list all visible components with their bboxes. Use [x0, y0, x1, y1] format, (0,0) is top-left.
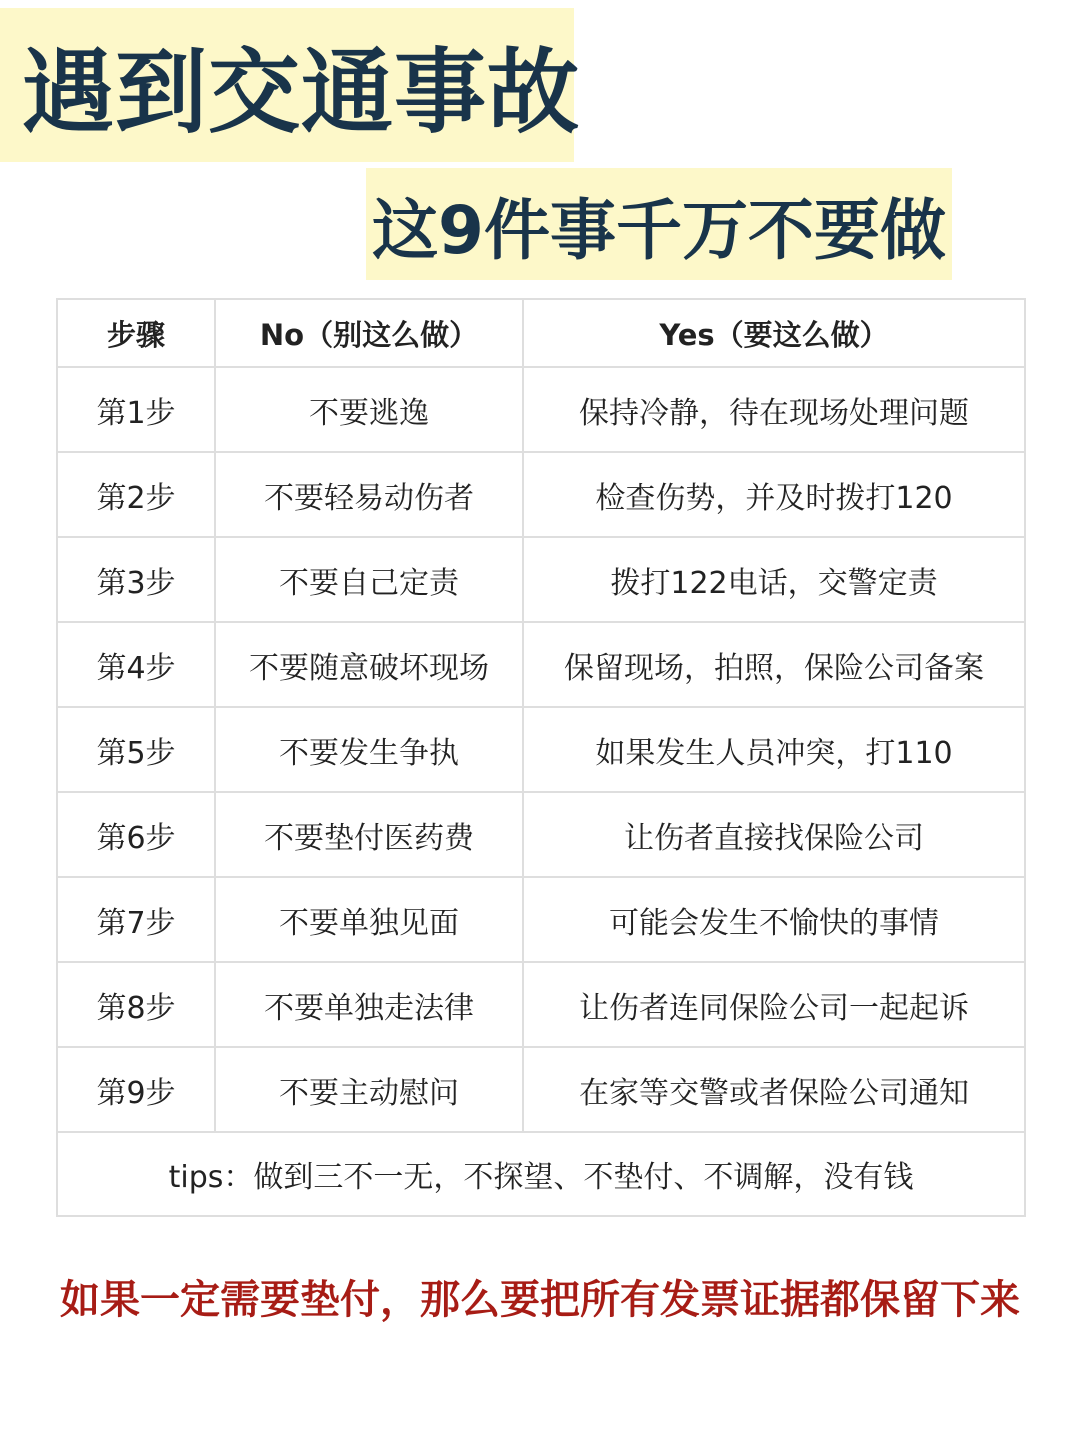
yes-cell: 拨打122电话，交警定责 [523, 537, 1025, 622]
no-cell: 不要随意破坏现场 [215, 622, 523, 707]
no-cell: 不要垫付医药费 [215, 792, 523, 877]
no-cell: 不要轻易动伤者 [215, 452, 523, 537]
step-cell: 第4步 [57, 622, 215, 707]
yes-cell: 在家等交警或者保险公司通知 [523, 1047, 1025, 1132]
table-row [57, 792, 1025, 877]
step-cell: 第3步 [57, 537, 215, 622]
step-cell: 第2步 [57, 452, 215, 537]
table-header-row [57, 299, 1025, 367]
table-row [57, 367, 1025, 452]
step-cell: 第7步 [57, 877, 215, 962]
step-cell: 第8步 [57, 962, 215, 1047]
yes-cell: 保留现场，拍照，保险公司备案 [523, 622, 1025, 707]
no-cell: 不要自己定责 [215, 537, 523, 622]
no-cell: 不要主动慰问 [215, 1047, 523, 1132]
table-row [57, 707, 1025, 792]
no-cell: 不要逃逸 [215, 367, 523, 452]
yes-cell: 让伤者连同保险公司一起起诉 [523, 962, 1025, 1047]
yes-cell: 检查伤势，并及时拨打120 [523, 452, 1025, 537]
yes-cell: 让伤者直接找保险公司 [523, 792, 1025, 877]
table-row [57, 1047, 1025, 1132]
yes-cell: 可能会发生不愉快的事情 [523, 877, 1025, 962]
table-row [57, 877, 1025, 962]
step-cell: 第9步 [57, 1047, 215, 1132]
tips-cell: tips：做到三不一无，不探望、不垫付、不调解，没有钱 [57, 1132, 1025, 1216]
no-cell: 不要发生争执 [215, 707, 523, 792]
header-yes: Yes（要这么做） [523, 299, 1025, 367]
yes-cell: 如果发生人员冲突，打110 [523, 707, 1025, 792]
table-row [57, 962, 1025, 1047]
step-cell: 第5步 [57, 707, 215, 792]
table-row [57, 537, 1025, 622]
page-subtitle: 这9件事千万不要做 [366, 168, 952, 280]
table-row [57, 622, 1025, 707]
header-step: 步骤 [57, 299, 215, 367]
step-cell: 第6步 [57, 792, 215, 877]
header-no: No（别这么做） [215, 299, 523, 367]
step-cell: 第1步 [57, 367, 215, 452]
no-cell: 不要单独见面 [215, 877, 523, 962]
tips-row [57, 1132, 1025, 1216]
table-row [57, 452, 1025, 537]
page-title: 遇到交通事故 [0, 8, 574, 162]
steps-table [56, 298, 1026, 1217]
no-cell: 不要单独走法律 [215, 962, 523, 1047]
footer-note: 如果一定需要垫付，那么要把所有发票证据都保留下来 [60, 1277, 1020, 1323]
yes-cell: 保持冷静，待在现场处理问题 [523, 367, 1025, 452]
